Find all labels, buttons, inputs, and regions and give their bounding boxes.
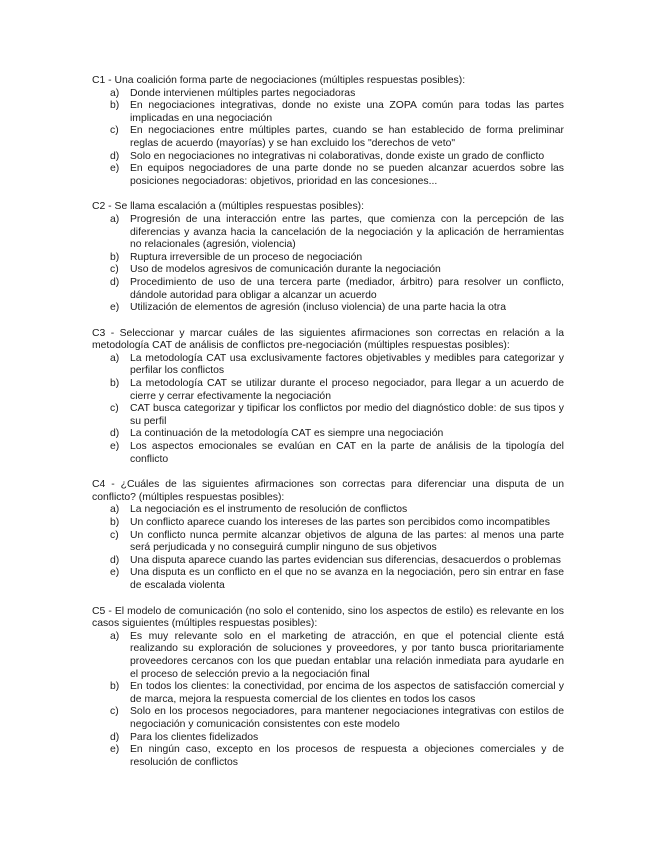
question-stem: C5 - El modelo de comunicación (no solo el contenido, sino los aspectos de estilo) es relevante en los casos siguientes (múltiples respuestas posibles): bbox=[92, 605, 564, 630]
option-letter: d) bbox=[110, 731, 120, 743]
option-text: Donde intervienen múltiples partes negociadoras bbox=[130, 87, 356, 99]
option-text: Un conflicto aparece cuando los intereses de las partes son percibidos como incompatibles bbox=[130, 517, 550, 528]
answer-option bbox=[92, 378, 564, 403]
question-stem: C4 - ¿Cuáles de las siguientes afirmaciones son correctas para diferenciar una disputa de un conflicto? (múltiples respuestas posibles): bbox=[92, 479, 564, 503]
option-letter: d) bbox=[110, 276, 120, 288]
question-block-c3 bbox=[92, 328, 564, 467]
answer-option bbox=[92, 403, 564, 428]
option-text: En todos los clientes: la conectividad, por encima de los aspectos de satisfacción comercial y de marca, mejora la respuesta comercial de los clientes en todos los casos bbox=[130, 681, 564, 705]
option-text: En negociaciones integrativas, donde no existe una ZOPA común para todas las partes implicadas en una negociación bbox=[130, 100, 564, 124]
option-text: La continuación de la metodología CAT es siempre una negociación bbox=[130, 428, 444, 440]
option-list bbox=[92, 504, 564, 592]
option-text: La negociación es el instrumento de resolución de conflictos bbox=[130, 504, 408, 516]
answer-option bbox=[92, 353, 564, 378]
answer-option bbox=[92, 567, 564, 592]
answer-option bbox=[92, 517, 564, 530]
option-letter: e) bbox=[110, 567, 120, 579]
option-letter: b) bbox=[110, 251, 120, 263]
answer-option bbox=[92, 125, 564, 150]
option-letter: a) bbox=[110, 87, 120, 99]
option-list bbox=[92, 631, 564, 770]
option-text: Solo en los procesos negociadores, para mantener negociaciones integrativas con estilos de negociación y comunicación consistentes con este modelo bbox=[130, 706, 564, 730]
answer-option bbox=[92, 555, 564, 568]
option-letter: b) bbox=[110, 378, 120, 390]
option-letter: a) bbox=[110, 630, 120, 642]
option-letter: c) bbox=[110, 706, 119, 718]
option-text: Solo en negociaciones no integrativas ni colaborativas, donde existe un grado de conflicto bbox=[130, 150, 545, 162]
answer-option bbox=[92, 151, 564, 164]
option-letter: c) bbox=[110, 264, 119, 276]
option-text: Es muy relevante solo en el marketing de atracción, en que el potencial cliente está realizando su exploración de soluciones y proveedores, y por tanto busca prioritariamente proveedores cercanos con los que puedan entablar una relación inmediata para ayudarle en el proceso de selección previo a la negociación final bbox=[130, 630, 564, 680]
question-block-c5 bbox=[92, 606, 564, 770]
option-text: Los aspectos emocionales se evalúan en CAT en la parte de análisis de la tipología del conflicto bbox=[130, 441, 564, 465]
option-text: Una disputa es un conflicto en el que no se avanza en la negociación, pero sin entrar en fase de escalada violenta bbox=[130, 567, 564, 591]
option-letter: d) bbox=[110, 428, 120, 440]
option-letter: d) bbox=[110, 554, 120, 566]
answer-option bbox=[92, 302, 564, 315]
option-text: Una disputa aparece cuando las partes evidencian sus diferencias, desacuerdos o problemas bbox=[130, 554, 561, 566]
answer-option bbox=[92, 100, 564, 125]
answer-option bbox=[92, 744, 564, 769]
question-stem: C3 - Seleccionar y marcar cuáles de las siguientes afirmaciones son correctas en relación a la metodología CAT de análisis de conflictos pre-negociación (múltiples respuestas posibles): bbox=[92, 327, 564, 352]
answer-option bbox=[92, 428, 564, 441]
question-stem: C2 - Se llama escalación a (múltiples respuestas posibles): bbox=[92, 201, 365, 213]
answer-option bbox=[92, 214, 564, 252]
answer-option bbox=[92, 631, 564, 681]
question-block-c1 bbox=[92, 75, 564, 188]
option-text: Utilización de elementos de agresión (incluso violencia) de una parte hacia la otra bbox=[130, 302, 507, 314]
option-text: En negociaciones entre múltiples partes, cuando se han establecido de forma preliminar reglas de acuerdo (mayorías) y se han excluido los "derechos de veto" bbox=[130, 125, 564, 149]
option-letter: b) bbox=[110, 517, 120, 528]
option-text: La metodología CAT usa exclusivamente factores objetivables y medibles para categorizar y perfilar los conflictos bbox=[130, 352, 564, 377]
option-list bbox=[92, 88, 564, 189]
option-letter: c) bbox=[110, 529, 119, 541]
answer-option bbox=[92, 264, 564, 277]
option-text: En ningún caso, excepto en los procesos de respuesta a objeciones comerciales y de resolución de conflictos bbox=[130, 744, 564, 768]
question-block-c4 bbox=[92, 479, 564, 592]
answer-option bbox=[92, 88, 564, 101]
option-text: CAT busca categorizar y tipificar los conflictos por medio del diagnóstico doble: de sus tipos y su perfil bbox=[130, 403, 564, 427]
question-block-c2 bbox=[92, 201, 564, 314]
option-list bbox=[92, 353, 564, 466]
option-letter: e) bbox=[110, 441, 120, 453]
option-text: La metodología CAT se utilizar durante el proceso negociador, para llegar a un acuerdo de cierre y cerrar efectivamente la negociación bbox=[130, 378, 564, 402]
option-letter: e) bbox=[110, 744, 120, 756]
option-text: Un conflicto nunca permite alcanzar objetivos de alguna de las partes: al menos una parte será perjudicada y no conseguirá cumplir ninguno de sus objetivos bbox=[130, 529, 564, 554]
answer-option bbox=[92, 706, 564, 731]
question-stem: C1 - Una coalición forma parte de negociaciones (múltiples respuestas posibles): bbox=[92, 75, 466, 86]
answer-option bbox=[92, 277, 564, 302]
option-letter: c) bbox=[110, 403, 119, 415]
option-letter: a) bbox=[110, 352, 120, 364]
option-text: Procedimiento de uso de una tercera parte (mediador, árbitro) para resolver un conflicto, dándole autoridad para obligar a alcanzar un acuerdo bbox=[130, 276, 564, 301]
answer-option bbox=[92, 252, 564, 265]
option-letter: d) bbox=[110, 150, 120, 162]
option-text: Progresión de una interacción entre las partes, que comienza con la percepción de las diferencias y avanza hacia la cancelación de la negociación y la aplicación de herramientas no relacionales (agresión, violencia) bbox=[130, 213, 564, 251]
option-letter: e) bbox=[110, 302, 120, 314]
option-letter: e) bbox=[110, 163, 120, 175]
option-text: Ruptura irreversible de un proceso de negociación bbox=[130, 251, 363, 263]
answer-option bbox=[92, 530, 564, 555]
option-text: Uso de modelos agresivos de comunicación durante la negociación bbox=[130, 264, 441, 276]
answer-option bbox=[92, 681, 564, 706]
option-text: En equipos negociadores de una parte donde no se pueden alcanzar acuerdos sobre las posiciones negociadoras: objetivos, prioridad en las concesiones... bbox=[130, 163, 564, 187]
answer-option bbox=[92, 163, 564, 188]
answer-option bbox=[92, 441, 564, 466]
option-letter: c) bbox=[110, 125, 119, 137]
option-text: Para los clientes fidelizados bbox=[130, 731, 259, 743]
option-list bbox=[92, 214, 564, 315]
option-letter: b) bbox=[110, 681, 120, 693]
answer-option bbox=[92, 504, 564, 517]
option-letter: a) bbox=[110, 504, 120, 516]
document-page bbox=[92, 75, 564, 782]
option-letter: a) bbox=[110, 213, 120, 225]
option-letter: b) bbox=[110, 100, 120, 112]
answer-option bbox=[92, 732, 564, 745]
